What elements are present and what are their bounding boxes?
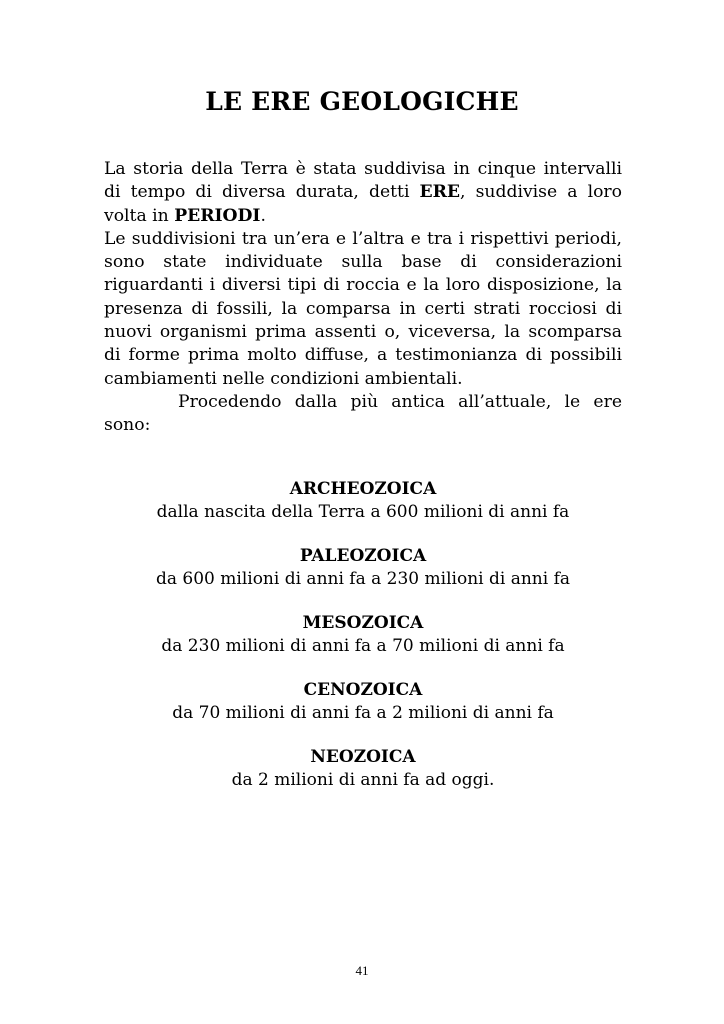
era-range: da 600 milioni di anni fa a 230 milioni di anni fa [155,569,571,589]
era-list [104,478,622,813]
era-range: da 230 milioni di anni fa a 70 milioni di anni fa [161,636,565,656]
era-range: da 70 milioni di anni fa a 2 milioni di anni fa [172,703,554,723]
intro-paragraph-2: Le suddivisioni tra un’era e l’altra e tra i rispettivi periodi, sono state individuate sulla base di considerazioni riguardanti i diversi tipi di roccia e la loro disposizione, la presenza di fossili, la comparsa in certi strati rocciosi di nuovi organismi prima assenti o, viceversa, la scomparsa di forme prima molto diffuse, a testimonianza di possibili cambiamenti nelle condizioni ambientali. [104,228,622,389]
era-name: NEOZOICA [310,747,416,767]
intro-paragraph-1 [104,158,622,228]
intro-text-span: . [260,205,266,226]
intro-text [104,158,622,438]
era-item [104,679,622,725]
bold-term-periodi: PERIODI [174,205,261,226]
era-item [104,612,622,658]
era-name: PALEOZOICA [299,546,427,566]
era-range: da 2 milioni di anni fa ad oggi. [231,770,495,790]
intro-paragraph-3: Procedendo dalla più antica all’attuale, le ere sono: [104,391,622,436]
intro-text-span: , suddivise a loro volta in [104,182,622,226]
era-name: MESOZOICA [302,613,424,633]
bold-term-ere: ERE [419,182,461,203]
intro-text-span: La storia della Terra è stata suddivisa in cinque intervalli di tempo di diversa durata, detti [104,159,622,203]
era-range: dalla nascita della Terra a 600 milioni di anni fa [156,502,570,522]
era-name: CENOZOICA [303,680,423,700]
page-number: 41 [355,963,369,978]
era-item [104,746,622,792]
era-item [104,478,622,524]
page-title: LE ERE GEOLOGICHE [205,87,519,116]
era-item [104,545,622,591]
era-name: ARCHEOZOICA [289,479,437,499]
